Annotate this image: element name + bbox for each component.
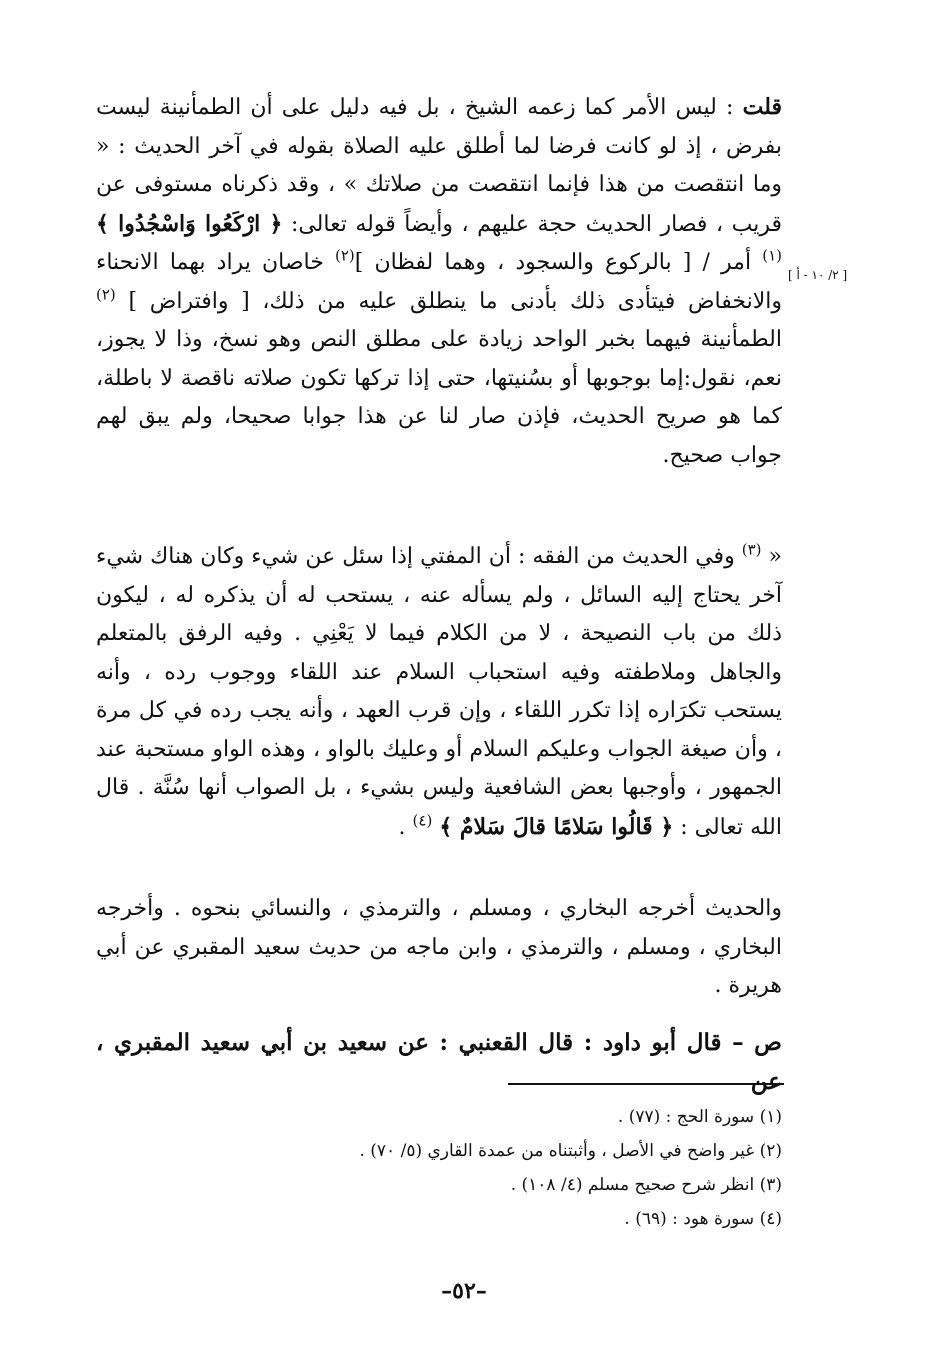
manuscript-folio-marker: [ ٢/ ١٠ - أ ] xyxy=(788,268,848,282)
page-number: –٥٢– xyxy=(441,1278,487,1304)
paragraph-text: : ليس الأمر كما زعمه الشيخ ، بل فيه دليل على أن الطمأنينة ليست بفرض ، إذ لو كانت فرضا لما أطلق عليه الصلاة بقوله في آخر الحديث : « وما انتقصت من هذا فإنما انتقصت من صلاتك » ، وقد ذكرناه مستوفى عن قريب ، فصار الحديث حجة عليهم ، وأيضاً قوله تعالى: xyxy=(96,95,782,237)
paragraph-lead-word: قلت xyxy=(742,94,782,120)
footnote-ref-2[interactable]: (٢) xyxy=(96,285,116,304)
footnote-item: (٤) سورة هود : (٦٩) . xyxy=(624,1209,782,1229)
paragraph-takhrij: والحديث أخرجه البخاري ، ومسلم ، والترمذي ، والنسائي بنحوه . وأخرجه البخاري ، ومسلم ، والترمذي ، وابن ماجه من حديث سعيد المقبري عن أبي هريرة . xyxy=(96,896,782,998)
footnote-ref-1[interactable]: (١) xyxy=(762,246,782,265)
footnote-item: (٣) انظر شرح صحيح مسلم (٤/ ١٠٨) . xyxy=(510,1175,782,1195)
footnote-divider xyxy=(508,1083,784,1085)
quran-verse: ﴿ ارْكَعُوا وَاسْجُدُوا ﴾ xyxy=(96,210,283,237)
quote-mark: « xyxy=(761,544,782,569)
quran-verse: ﴿ قَالُوا سَلامًا قالَ سَلامٌ ﴾ xyxy=(439,813,674,840)
paragraph-text: وفي الحديث من الفقه : أن المفتي إذا سئل عن شيء وكان هناك شيء آخر يحتاج إليه السائل ، ولم يسأله عنه ، يستحب له أن يذكره له ، ليكون ذلك من باب النصيحة ، لا من الكلام فيما لا يَعْنِي . وفيه الرفق بالمتعلم والجاهل وملاطفته وفيه استحباب السلام عند اللقاء ووجوب رده ، وأنه يستحب تكرَاره إذا تكرر اللقاء ، وإن قرب العهد ، وأنه يجب رده في كل مرة ، وأن صيغة الجواب وعليكم السلام أو وعليك بالواو ، وهذه الواو مستحبة عند الجمهور ، وأوجبها بعض الشافعية وليس بشيء ، بل الصواب أنها سُنَّة . قال الله تعالى : xyxy=(96,544,782,840)
paragraph-rebuttal xyxy=(96,88,782,475)
footnote-ref-4[interactable]: (٤) xyxy=(412,811,433,830)
footnotes-section xyxy=(222,1100,782,1236)
paragraph-next-chain: ص – قال أبو داود : قال القعنبي : عن سعيد بن أبي سعيد المقبري ، عن xyxy=(96,1029,782,1095)
footnote-ref-3[interactable]: (٣) xyxy=(741,540,762,559)
paragraph-text: خاصان يراد بهما الانحناء والانخفاض فيتأدى ذلك بأدنى ما ينطلق عليه من ذلك، [ وافتراض ] xyxy=(96,250,782,314)
paragraph-text: أمر / [ بالركوع والسجود ، وهما لفظان ] xyxy=(354,250,763,275)
paragraph-text: الطمأنينة فيهما بخبر الواحد زيادة على مطلق النص وهو نسخ، وذا لا يجوز، نعم، نقول:إما بوجوبها أو بسُنيتها، حتى إذا تركها تكون صلاته ناقصة لا باطلة، كما هو صريح الحديث، فإذن صار لنا عن هذا جوابا صحيحا، ولم يبق لهم جواب صحيح. xyxy=(96,327,782,468)
footnote-item: (٢) غير واضح في الأصل ، وأثبتناه من عمدة القاري (٥/ ٧٠) . xyxy=(359,1141,782,1161)
footnote-ref-2[interactable]: (٢) xyxy=(334,246,355,265)
footnote-item: (١) سورة الحج : (٧٧) . xyxy=(617,1107,782,1127)
paragraph-fiqh xyxy=(96,538,782,847)
paragraph-text: . xyxy=(398,814,413,840)
